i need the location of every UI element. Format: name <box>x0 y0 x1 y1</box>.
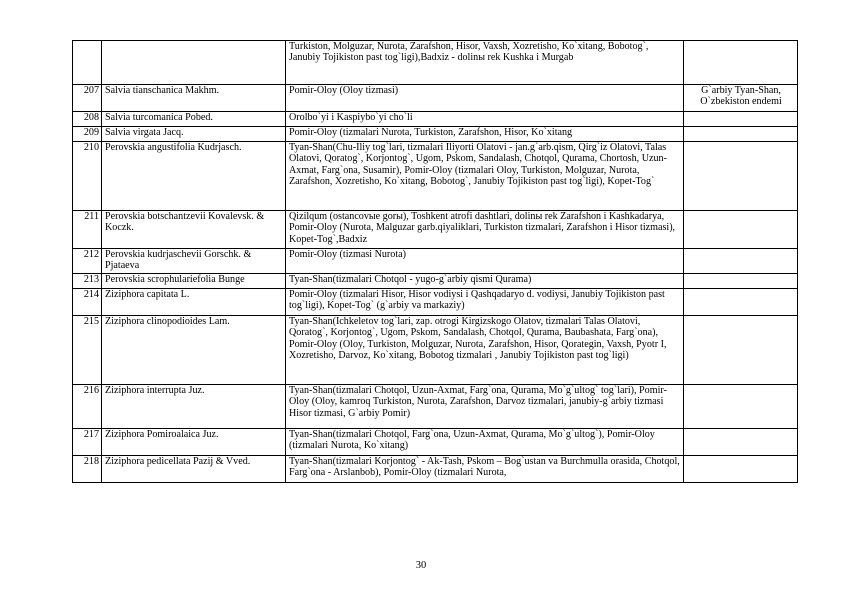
table-row <box>73 429 798 456</box>
table-row <box>73 41 798 85</box>
distribution-text: Pomir-Oloy (tizmasi Nurota) <box>286 249 684 274</box>
species-name: Salvia tianschanica Makhm. <box>102 85 286 112</box>
row-number: 218 <box>73 456 102 483</box>
species-distribution-table <box>72 40 798 483</box>
distribution-text: Tyan-Shan(tizmalari Chotqol, Farg`ona, Uzun-Axmat, Qurama, Mo`g`ultog`), Pomir-Oloy (tizmalari Nurota, Ko`xitang) <box>286 429 684 456</box>
distribution-text: Tyan-Shan(tizmalari Korjontog` - Ak-Tash, Pskom – Bog`ustan va Burchmulla orasida, Chotqol, Farg`ona - Arslanbob), Pomir-Oloy (tizmalari Nurota, <box>286 456 684 483</box>
species-name: Salvia turcomanica Pobed. <box>102 112 286 127</box>
distribution-text: Pomir-Oloy (Oloy tizmasi) <box>286 85 684 112</box>
distribution-text: Pomir-Oloy (tizmalari Nurota, Turkiston, Zarafshon, Hisor, Ko`xitang <box>286 127 684 142</box>
extra-note <box>684 274 798 289</box>
species-name: Ziziphora Pomiroalaica Juz. <box>102 429 286 456</box>
table-row <box>73 289 798 316</box>
extra-note <box>684 127 798 142</box>
row-number: 207 <box>73 85 102 112</box>
extra-note <box>684 289 798 316</box>
row-number: 208 <box>73 112 102 127</box>
extra-note <box>684 249 798 274</box>
extra-note: G`arbiy Tyan-Shan, O`zbekiston endemi <box>684 85 798 112</box>
extra-note <box>684 112 798 127</box>
row-number: 214 <box>73 289 102 316</box>
table-row <box>73 249 798 274</box>
distribution-text: Tyan-Shan(tizmalari Chotqol, Uzun-Axmat, Farg`ona, Qurama, Mo`g`ultog` tog`lari), Pomir-Oloy (Oloy, kamroq Turkiston, Nurota, Zarafshon, Darvoz tizmalari, janubiy-g`arbiy tizmasi Hisor tizmasi, G`arbiy Pomir) <box>286 385 684 429</box>
species-name: Ziziphora capitata L. <box>102 289 286 316</box>
table-row <box>73 112 798 127</box>
distribution-text: Turkiston, Molguzar, Nurota, Zarafshon, Hisor, Vaxsh, Xozretisho, Ko`xitang, Bobotog`, Janubiy Tojikiston past tog`ligi),Badxiz - dolinы rek Kushka i Murgab <box>286 41 684 85</box>
species-name: Ziziphora clinopodioides Lam. <box>102 316 286 385</box>
row-number: 216 <box>73 385 102 429</box>
extra-note <box>684 429 798 456</box>
page-number: 30 <box>415 560 427 571</box>
row-number: 210 <box>73 142 102 211</box>
species-name: Ziziphora pedicellata Pazij & Vved. <box>102 456 286 483</box>
row-number: 212 <box>73 249 102 274</box>
table-row <box>73 456 798 483</box>
extra-note <box>684 456 798 483</box>
row-number: 209 <box>73 127 102 142</box>
distribution-text: Pomir-Oloy (tizmalari Hisor, Hisor vodiysi i Qashqadaryo d. vodiysi, Janubiy Tojikiston past tog`ligi), Kopet-Tog` (g`arbiy va markaziy) <box>286 289 684 316</box>
species-name <box>102 41 286 85</box>
row-number: 213 <box>73 274 102 289</box>
row-number: 211 <box>73 211 102 249</box>
row-number: 217 <box>73 429 102 456</box>
species-name: Ziziphora interrupta Juz. <box>102 385 286 429</box>
row-number <box>73 41 102 85</box>
table-row <box>73 127 798 142</box>
row-number: 215 <box>73 316 102 385</box>
table-row <box>73 316 798 385</box>
distribution-text: Orolbo`yi i Kaspiybo`yi cho`li <box>286 112 684 127</box>
species-name: Perovskia kudrjaschevii Gorschk. & Pjataeva <box>102 249 286 274</box>
species-name: Salvia virgata Jacq. <box>102 127 286 142</box>
distribution-text: Tyan-Shan(tizmalari Chotqol - yugo-g`arbiy qismi Qurama) <box>286 274 684 289</box>
table-row <box>73 274 798 289</box>
extra-note <box>684 41 798 85</box>
extra-note <box>684 142 798 211</box>
species-name: Perovskia scrophulariefolia Bunge <box>102 274 286 289</box>
distribution-text: Tyan-Shan(Ichkeletov tog`lari, zap. otrogi Kirgizskogo Olatov, tizmalari Talas Olatovi, Qoratog`, Korjontog`, Ugom, Pskom, Sandalash, Chotqol, Qurama, Baubashata, Farg`ona), Pomir-Oloy (Oloy, Turkiston, Molguzar, Nurota, Zarafshon, Hisor, Qorategin, Vaxsh, Pyotr I, Xozretisho, Darvoz, Ko`xitang, Bobotog tizmalari , Janubiy Tojikiston past tog`ligi) <box>286 316 684 385</box>
extra-note <box>684 385 798 429</box>
table-row <box>73 211 798 249</box>
table-row <box>73 85 798 112</box>
distribution-text: Qizilqum (ostanсovыe gorы), Toshkent atrofi dashtlari, dolinы rek Zarafshon i Kashkadarya, Pomir-Oloy (Nurota, Malguzar garb.qiyaliklari, Turkiston tizmalari, Zarafshon i Hisor tizmasi), Kopet-Tog`,Badxiz <box>286 211 684 249</box>
distribution-text: Tyan-Shan(Chu-Iliy tog`lari, tizmalari Iliyorti Olatovi - jan.g`arb.qism, Qirg`iz Olatovi, Talas Olatovi, Qoratog`, Korjontog`, Ugom, Pskom, Sandalash, Chotqol, Qurama, Chortosh, Uzun-Axmat, Farg`ona, Susamir), Pomir-Oloy (tizmalari Oloy, Turkiston, Molguzar, Nurota, Zarafshon, Xozretisho, Ko`xitang, Bobotog`, Janubiy Tojikiston past tog`ligi), Kopet-Tog` <box>286 142 684 211</box>
extra-note <box>684 316 798 385</box>
table-row <box>73 385 798 429</box>
species-name: Perovskia botschantzevii Kovalevsk. & Koczk. <box>102 211 286 249</box>
table-row <box>73 142 798 211</box>
extra-note <box>684 211 798 249</box>
species-name: Perovskia angustifolia Kudrjasch. <box>102 142 286 211</box>
